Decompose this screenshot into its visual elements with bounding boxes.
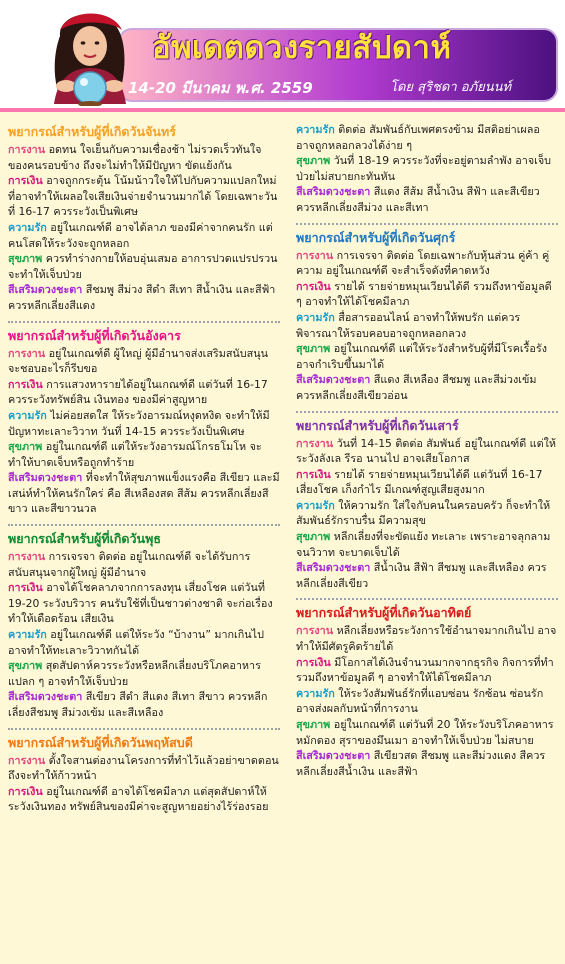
love-label: ความรัก (296, 686, 335, 700)
health-label: สุขภาพ (296, 718, 331, 731)
luck-paragraph (8, 470, 280, 517)
section-heading: พยากรณ์สำหรับผู้ที่เกิดวันอังคาร (8, 327, 181, 343)
luck-paragraph (296, 372, 558, 403)
luck-paragraph (296, 184, 558, 215)
work-label: การงาน (296, 436, 334, 450)
work-paragraph (8, 346, 280, 377)
money-paragraph (8, 580, 280, 627)
health-text: สุดสัปดาห์ควรระวังหรือหลีกเลี่ยงบริโภคอาหารแปลก ๆ อาจทำให้เจ็บป่วย (8, 659, 261, 688)
section-divider (8, 524, 280, 526)
love-paragraph (296, 310, 558, 341)
section-divider (8, 728, 280, 730)
love-text: อยู่ในเกณฑ์ดี อาจได้ลาภ ของมีค่าจากคนรัก แต่คนโสดให้ระวังจะถูกหลอก (8, 220, 273, 250)
luck-label: สีเสริมดวงชะตา (296, 185, 371, 199)
money-paragraph (296, 655, 558, 686)
work-text: อดทน ใจเย็นกับความเชื่องช้า ไม่รวดเร็วทันใจของคนรอบข้าง ถึงจะไม่ทำให้มีปัญหา ขัดแย้งกัน (8, 143, 262, 172)
health-paragraph (296, 153, 558, 184)
section-heading: พยากรณ์สำหรับผู้ที่เกิดวันอาทิตย์ (296, 605, 472, 621)
work-paragraph (8, 549, 280, 580)
health-paragraph (296, 341, 558, 372)
money-label: การเงิน (8, 581, 43, 595)
work-text: วันที่ 14-15 ติดต่อ สัมพันธ์ อยู่ในเกณฑ์ดี แต่ให้ระวังลังเล รีรอ นานไป อาจเสียโอกาส (296, 436, 557, 466)
article-body (0, 108, 565, 964)
work-paragraph (296, 623, 558, 654)
love-text: สื่อสารออนไลน์ อาจทำให้พบรัก แต่ควรพิจารณาให้รอบคอบอาจถูกหลอกลวง (296, 310, 521, 340)
love-label: ความรัก (8, 220, 47, 234)
love-text: อยู่ในเกณฑ์ดี แต่ให้ระวัง “บ้างาน” มากเกินไป อาจทำให้ทะเลาะวิวาทกันได้ (8, 628, 264, 657)
section-heading: พยากรณ์สำหรับผู้ที่เกิดวันพุธ (8, 531, 161, 547)
section-heading: พยากรณ์สำหรับผู้ที่เกิดวันพฤหัสบดี (8, 734, 193, 750)
love-paragraph (296, 498, 558, 529)
health-paragraph (8, 658, 280, 689)
luck-text: สีเขียว สีดำ สีแดง สีเทา สีขาว ควรหลีกเลี่ยงสีชมพู สีม่วงเข้ม และสีเหลือง (8, 690, 268, 719)
work-text: ตั้งใจสานต่องานโครงการที่ทำไว้แล้วอย่าขาดตอน ถึงจะทำให้ก้าวหน้า (8, 753, 279, 783)
section-divider (8, 321, 280, 323)
work-label: การงาน (8, 346, 46, 360)
section-heading: พยากรณ์สำหรับผู้ที่เกิดวันศุกร์ (296, 229, 456, 245)
section-friday (296, 230, 558, 404)
love-label: ความรัก (8, 408, 47, 422)
luck-text: สีชมพู สีม่วง สีดำ สีเทา สีน้ำเงิน และสีฟ้า ควรหลีกเลี่ยงสีแดง (8, 283, 276, 312)
section-divider (296, 411, 558, 413)
work-text: หลีกเลี่ยงหรือระวังการใช้อำนาจมากเกินไป อาจทำให้มีศัตรูคิดร้ายได้ (296, 624, 557, 654)
money-text: รายได้ รายจ่ายหมุนเวียนได้ดี รวมถึงหาข้อมูลดี ๆ อาจทำให้ได้โชคมีลาภ (296, 279, 552, 309)
money-paragraph (8, 784, 280, 815)
health-paragraph (296, 529, 558, 560)
author-byline: โดย สุริชดา อภัยนนท์ (390, 80, 512, 95)
luck-label: สีเสริมดวงชะตา (8, 471, 83, 485)
love-label: ความรัก (296, 498, 335, 512)
health-paragraph (296, 717, 558, 748)
love-text: ให้ความรัก ใส่ใจกับคนในครอบครัว ก็จะทำให้สัมพันธ์รักราบรื่น มีความสุข (296, 498, 551, 528)
health-paragraph (8, 439, 280, 470)
love-label: ความรัก (8, 628, 47, 642)
money-paragraph (296, 467, 558, 498)
money-label: การเงิน (8, 377, 43, 391)
love-text: ไม่ค่อยสดใส ให้ระวังอารมณ์หงุดหงิด จะทำให้มีปัญหาทะเลาะวิวาท วันที่ 14-15 ควรระวังเป็นพิเศษ (8, 408, 270, 438)
luck-text: สีน้ำเงิน สีฟ้า สีชมพู และสีเหลือง ควรหลีกเลี่ยงสีเขียว (296, 561, 547, 590)
luck-label: สีเสริมดวงชะตา (296, 749, 371, 763)
luck-paragraph (296, 748, 558, 779)
luck-text: สีแดง สีส้ม สีน้ำเงิน สีฟ้า และสีเขียว ควรหลีกเลี่ยงสีม่วง และสีเทา (296, 185, 540, 214)
money-text: อยู่ในเกณฑ์ดี อาจได้โชคมีลาภ แต่สุดสัปดาห์ให้ระวังเงินทอง ทรัพย์สินของมีค่าจะสูญหายอย่างไร้ร่องรอย (8, 784, 269, 814)
love-paragraph (8, 408, 280, 439)
love-text: ให้ระวังสัมพันธ์รักที่แอบซ่อน รักซ้อน ซ่อนรัก อาจส่งผลกับหน้าที่การงาน (296, 686, 544, 716)
health-label: สุขภาพ (296, 154, 331, 168)
luck-label: สีเสริมดวงชะตา (296, 373, 371, 387)
money-text: มีโอกาสได้เงินจำนวนมากจากธุรกิจ กิจการที่ทำ รวมถึงหาข้อมูลดี ๆ อาจทำให้ได้โชคมีลาภ (296, 655, 554, 685)
work-label: การงาน (296, 624, 334, 638)
section-monday (8, 124, 280, 314)
health-label: สุขภาพ (8, 659, 43, 673)
luck-label: สีเสริมดวงชะตา (8, 283, 83, 297)
health-text: อยู่ในเกณฑ์ดี แต่ให้ระวังอารมณ์โกรธโมโห จะทำให้บาดเจ็บหรือถูกทำร้าย (8, 440, 262, 469)
work-text: การเจรจา ติดต่อ อยู่ในเกณฑ์ดี จะได้รับการสนับสนุนจากผู้ใหญ่ ผู้มีอำนาจ (8, 550, 251, 579)
work-paragraph (8, 753, 280, 784)
work-text: การเจรจา ติดต่อ โดยเฉพาะกับหุ้นส่วน คู่ค้า คู่ความ อยู่ในเกณฑ์ดี จะสำเร็จดังที่คาดหวัง (296, 248, 550, 278)
money-label: การเงิน (8, 174, 43, 188)
section-thursday (8, 735, 280, 815)
luck-text: ที่จะทำให้สุขภาพแข็งแรงคือ สีเขียว และมีเสน่ห์ทำให้คนรักใคร่ คือ สีเหลืองสด สีส้ม ควรหลีกเลี่ยงสีขาว และสีขาวนวล (8, 471, 280, 516)
section-wednesday (8, 531, 280, 721)
section-heading: พยากรณ์สำหรับผู้ที่เกิดวันจันทร์ (8, 124, 176, 139)
health-text: ควรทำร่างกายให้อบอุ่นเสมอ อาการปวดแปรปรวนจะทำให้เจ็บป่วย (8, 252, 278, 281)
love-label: ความรัก (296, 123, 335, 136)
money-paragraph (296, 279, 558, 310)
health-paragraph (8, 251, 280, 282)
money-text: การแสวงหารายได้อยู่ในเกณฑ์ดี แต่วันที่ 16-17 ควรระวังทรัพย์สิน เงินทอง ของมีค่าสูญหาย (8, 377, 268, 407)
love-paragraph (8, 627, 280, 658)
love-text: ติดต่อ สัมพันธ์กับเพศตรงข้าม มีสติอย่าเผลอ อาจถูกหลอกลวงได้ง่าย ๆ (296, 123, 540, 152)
work-paragraph (8, 142, 280, 173)
work-paragraph (296, 248, 558, 279)
health-label: สุขภาพ (296, 530, 331, 544)
right-column (296, 122, 558, 785)
love-paragraph (296, 122, 558, 153)
health-text: อยู่ในเกณฑ์ดี แต่วันที่ 20 ให้ระวังบริโภคอาหารหมักดอง สุราของมึนเมา อาจทำให้เจ็บป่วย ไม่สบาย (296, 718, 554, 747)
health-text: หลีกเลี่ยงที่จะขัดแย้ง ทะเลาะ เพราะอาจลุกลามจนวิวาท จะบาดเจ็บได้ (296, 530, 551, 559)
work-paragraph (296, 436, 558, 467)
work-text: อยู่ในเกณฑ์ดี ผู้ใหญ่ ผู้มีอำนาจส่งเสริมสนับสนุน จะชอบอะไรก็รีบขอ (8, 346, 269, 376)
luck-paragraph (8, 282, 280, 313)
money-text: อาจถูกกระตุ้น โน้มน้าวใจให้ไปกับความแปลกใหม่ ที่อาจทำให้เผลอใจเสียเงินจ่ายจำนวนมากได้ โดยเฉพาะวันที่ 16-17 ควรระวังเป็นพิเศษ (8, 174, 278, 219)
love-paragraph (8, 220, 280, 251)
work-label: การงาน (8, 753, 46, 767)
work-label: การงาน (8, 550, 46, 564)
money-label: การเงิน (296, 655, 331, 669)
header (0, 0, 565, 108)
money-paragraph (8, 173, 280, 220)
work-label: การงาน (296, 248, 334, 262)
love-paragraph (296, 686, 558, 717)
section-divider (296, 598, 558, 600)
money-text: อาจได้โชคลาภจากการลงทุน เสี่ยงโชค แต่วันที่ 19-20 ระวังบริวาร คนรับใช้ที่เป็นชาวต่างชาติ จะก่อเรื่องทำให้เดือดร้อน เสียเงิน (8, 581, 273, 626)
section-heading: พยากรณ์สำหรับผู้ที่เกิดวันเสาร์ (296, 417, 459, 433)
health-text: อยู่ในเกณฑ์ดี แต่ให้ระวังสำหรับผู้ที่มีโรคเรื้อรัง อาจกำเริบขึ้นมาได้ (296, 342, 547, 371)
section-tuesday (8, 328, 280, 518)
health-label: สุขภาพ (296, 342, 331, 356)
love-label: ความรัก (296, 310, 335, 324)
luck-paragraph (8, 689, 280, 720)
work-label: การงาน (8, 143, 46, 156)
luck-text: สีเขียวสด สีชมพู และสีม่วงแดง สีควรหลีกเลี่ยงสีน้ำเงิน และสีฟ้า (296, 749, 546, 778)
health-text: วันที่ 18-19 ควรระวังที่จะอยู่ตามลำพัง อาจเจ็บป่วยไม่สบายกะทันหัน (296, 154, 552, 183)
section-thursday-continued (296, 122, 558, 216)
money-text: รายได้ รายจ่ายหมุนเวียนได้ดี แต่วันที่ 16-17 เสี่ยงโชค เก็งกำไร มีเกณฑ์สูญเสียสูงมาก (296, 467, 543, 497)
health-label: สุขภาพ (8, 440, 43, 454)
money-label: การเงิน (8, 784, 43, 798)
health-label: สุขภาพ (8, 252, 43, 266)
luck-text: สีแดง สีเหลือง สีชมพู และสีม่วงเข้ม ควรหลีกเลี่ยงสีเขียวอ่อน (296, 373, 537, 402)
section-divider (296, 223, 558, 225)
section-saturday (296, 418, 558, 592)
section-sunday (296, 605, 558, 779)
date-range: 14-20 มีนาคม พ.ศ. 2559 (128, 79, 313, 97)
luck-label: สีเสริมดวงชะตา (296, 561, 371, 575)
money-paragraph (8, 377, 280, 408)
page-title: อัพเดตดวงรายสัปดาห์ (152, 30, 452, 66)
left-column (8, 122, 280, 821)
money-label: การเงิน (296, 279, 331, 293)
money-label: การเงิน (296, 467, 331, 481)
luck-label: สีเสริมดวงชะตา (8, 690, 83, 704)
luck-paragraph (296, 560, 558, 591)
